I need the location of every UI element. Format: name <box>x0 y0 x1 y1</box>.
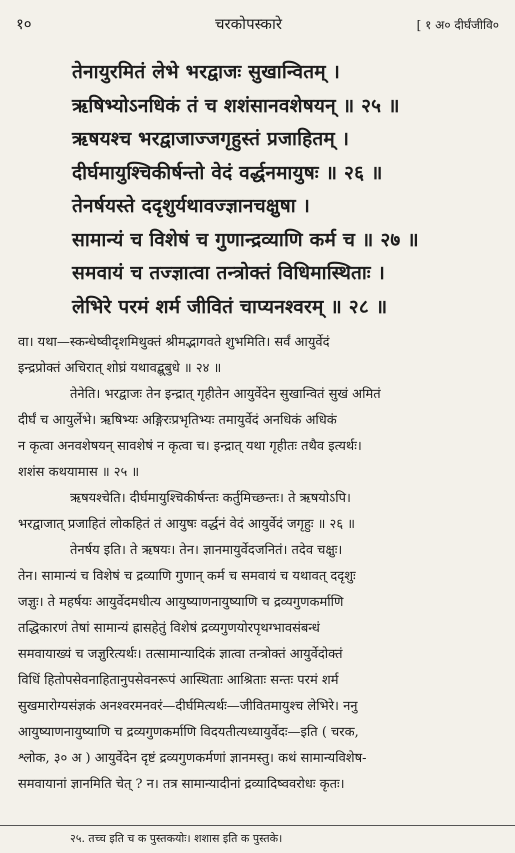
footnote-divider <box>0 825 515 826</box>
commentary-line: आयुष्याणनायुष्याणि च द्रव्यगुणकर्माणि विदयतीत्यध्यायुर्वेदः—इति ( चरक, <box>18 725 359 740</box>
commentary-line: न कृत्वा अनवशेषयन् सावशेषं न कृत्वा च। इन्द्रात् यथा गृहीतः तथैव इत्यर्थः। <box>18 439 362 454</box>
commentary-line: वा। यथा—स्कन्धेष्वीदृशमिथुक्तं श्रीमद्भागवते शुभमिति। सर्वं आयुर्वेदं <box>18 335 330 350</box>
running-title: चरकोपस्कारे <box>215 15 282 33</box>
commentary-line: तेनेति। भरद्वाजः तेन इन्द्रात् गृहीतेन आयुर्वेदेन सुखान्वितं सुखं अमितं <box>70 387 381 402</box>
verse-line: लेभिरे परमं शर्म जीवितं चाप्यनश्वरम् ॥ २८ ॥ <box>72 295 388 318</box>
commentary-line: तेनर्षय इति। ते ऋषयः। तेन। ज्ञानमायुर्वेदजनितं। तदेव चक्षुः। <box>70 543 343 558</box>
verse-line: दीर्घमायुश्चिकीर्षन्तो वेदं वर्द्धनमायुषः ॥ २६ ॥ <box>72 161 383 184</box>
page-number: १० <box>16 15 32 33</box>
verse-line: तेनर्षयस्ते ददृशुर्यथावज्ज्ञानचक्षुषा । <box>72 195 311 217</box>
verse-line: सामान्यं च विशेषं च गुणान्द्रव्याणि कर्म च ॥ २७ ॥ <box>72 228 419 251</box>
commentary-line: शशंस कथयामास ॥ २५ ॥ <box>18 465 140 480</box>
page-header <box>0 8 515 38</box>
commentary-line: इन्द्रप्रोक्तं अचिरात् शोघ्रं यथावद्बुबुधे ॥ २४ ॥ <box>18 361 222 376</box>
commentary-line: भरद्वाजात् प्रजाहितं लोकहितं तं आयुषः वर्द्धनं वेदं आयुर्वेदं जगृहुः ॥ २६ ॥ <box>18 517 355 532</box>
verse-line: ऋषयश्च भरद्वाजाज्जगृहुस्तं प्रजाहितम् । <box>72 128 350 150</box>
commentary-line: श्लोक, ३० अ ) आयुर्वेदेन दृष्टं द्रव्यगुणकर्मणां ज्ञानमस्तु। कथं सामान्यविशेष- <box>18 751 367 766</box>
commentary-line: तेन। सामान्यं च विशेषं च द्रव्याणि गुणान् कर्म च समवायं च यथावत् ददृशुः <box>18 569 356 584</box>
verse-line: समवायं च तज्ज्ञात्वा तन्त्रोक्तं विधिमास्थिताः । <box>72 262 386 284</box>
verse-line: ऋषिभ्योऽनधिकं तं च शशंसानवशेषयन् ॥ २५ ॥ <box>72 94 400 117</box>
footnote: २५. तच्च इति च क पुस्तकयोः। शशास इति क पुस्तके। <box>70 832 283 845</box>
chapter-reference: [ १ अ० दीर्घंजीवि० <box>416 18 499 32</box>
commentary-line: तद्धिकारणं तेषां सामान्यं ह्रासहेतुं विशेषं द्रव्यगुणयोरपृथग्भावसंबन्धं <box>18 621 320 636</box>
commentary-line: विधिं हितोपसेवनाहितानुपसेवनरूपं आस्थिताः आश्रिताः सन्तः परमं शर्म <box>18 673 339 688</box>
verse-block <box>72 58 502 326</box>
commentary-line: समवायाख्यं च जज्ञुरित्यर्थः। तत्सामान्यादिकं ज्ञात्वा तन्त्रोक्तं आयुर्वेदोक्तं <box>18 647 343 662</box>
commentary-line: दीर्घं च आयुर्लेभे। ऋषिभ्यः अङ्गिरःप्रभृतिभ्यः तमायुर्वेदं अनधिकं अधिकं <box>18 413 337 428</box>
commentary-line: जज्ञुः। ते महर्षयः आयुर्वेदमधीत्य आयुष्याणनायुष्याणि च द्रव्यगुणकर्माणि <box>18 595 344 610</box>
commentary-line: सुखमारोग्यसंज्ञकं अनश्वरमनवरं—दीर्घमित्यर्थः—जीवितमायुश्च लेभिरे। ननु <box>18 699 358 714</box>
commentary-line: ऋषयश्चेति। दीर्घमायुश्चिकीर्षन्तः कर्तुमिच्छन्तः। ते ऋषयोऽपि। <box>70 491 351 506</box>
verse-line: तेनायुरमितं लेभे भरद्वाजः सुखान्वितम् । <box>72 61 341 83</box>
commentary-line: समवायानां ज्ञानमिति चेत् ? न। तत्र सामान्यादीनां द्रव्यादिष्ववरोधः कृतः। <box>18 777 345 792</box>
